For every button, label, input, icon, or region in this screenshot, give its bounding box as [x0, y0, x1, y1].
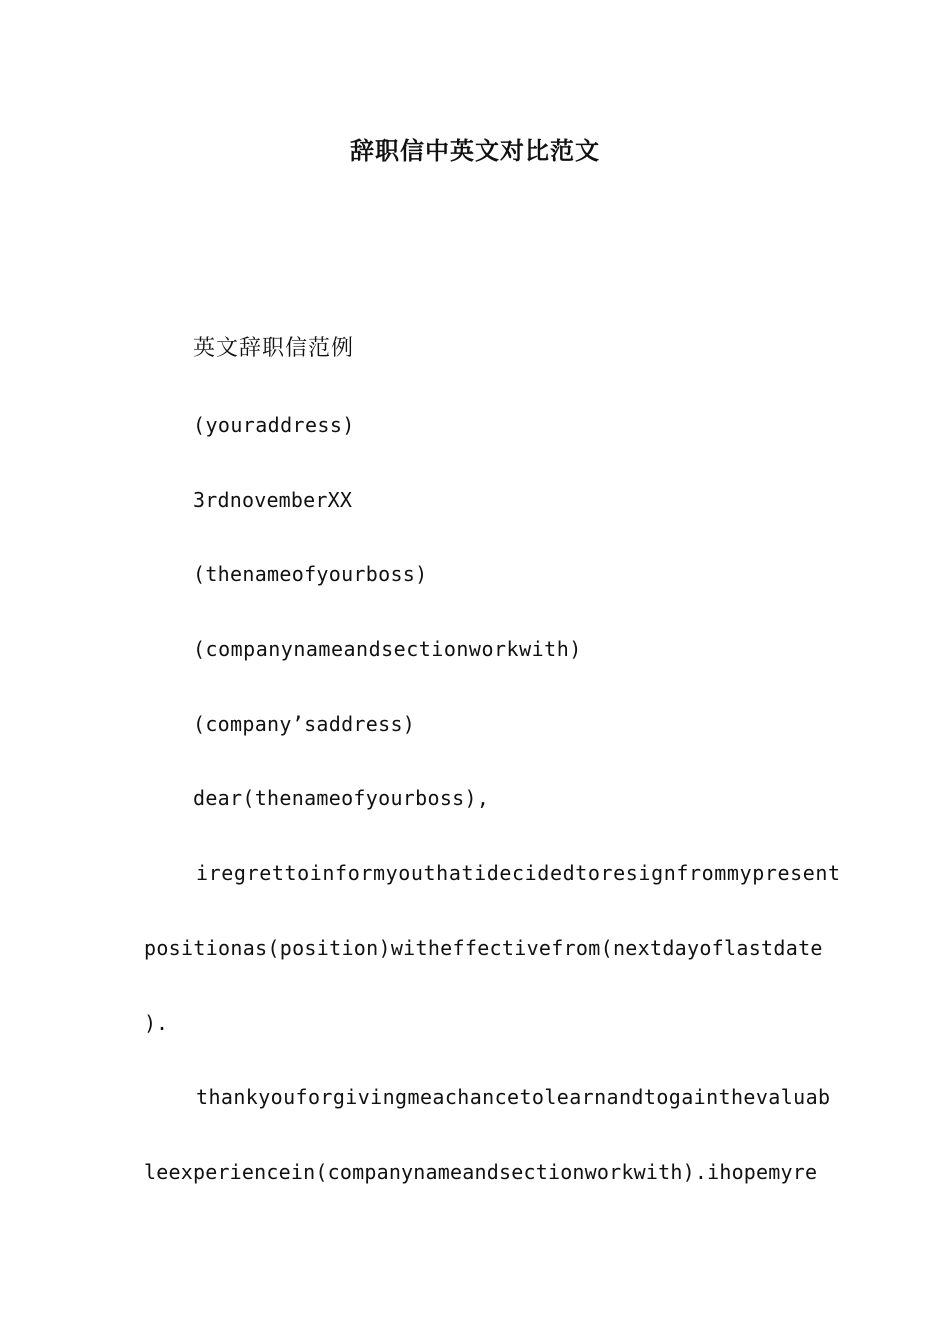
document-title: 辞职信中英文对比范文	[350, 137, 600, 165]
paragraph-line: leexperiencein(companynameandsectionworkwith).ihopemyre	[144, 1160, 818, 1184]
salutation: dear(thenameofyourboss),	[193, 786, 490, 810]
recipient-company: (companynameandsectionworkwith)	[193, 637, 582, 661]
paragraph-line: ).	[144, 1011, 169, 1035]
sender-address: (youraddress)	[193, 413, 355, 437]
paragraph-line: positionas(position)witheffectivefrom(nextdayoflastdate	[144, 936, 823, 960]
recipient-name: (thenameofyourboss)	[193, 562, 428, 586]
paragraph-line: thankyouforgivingmeachancetolearnandtogainthevaluab	[196, 1085, 831, 1109]
paragraph-line: iregrettoinformyouthatidecidedtoresignfrommypresent	[196, 861, 841, 885]
recipient-address: (company’saddress)	[193, 712, 416, 736]
letter-date: 3rdnovemberXX	[193, 488, 353, 512]
section-heading: 英文辞职信范例	[193, 336, 355, 361]
